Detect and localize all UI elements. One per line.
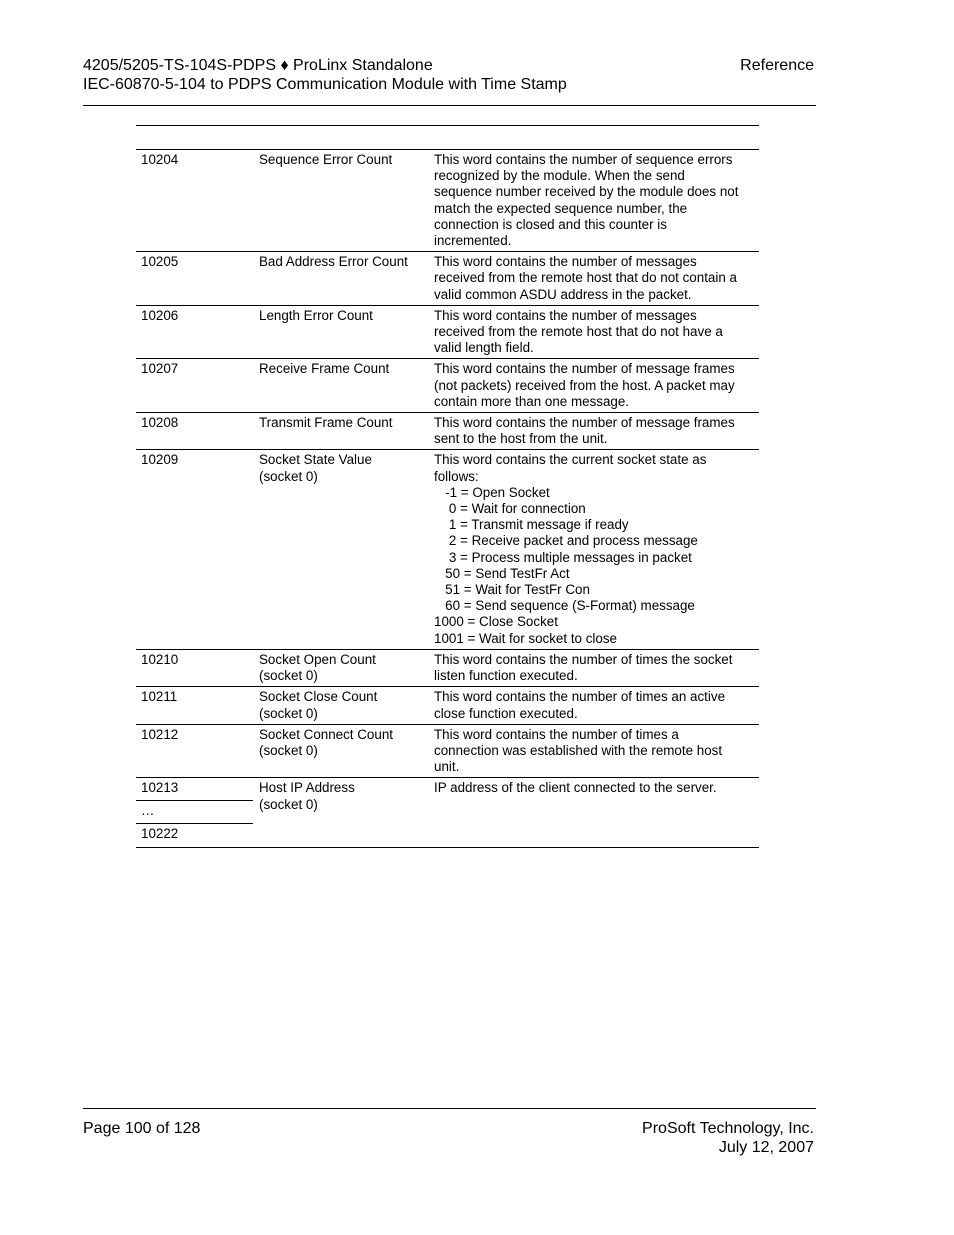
register-description (431, 413, 759, 449)
register-name (253, 413, 431, 449)
table-row (136, 251, 759, 305)
register-address: … (136, 801, 253, 824)
table-row (136, 149, 759, 251)
table-row (136, 412, 759, 449)
register-name-line: Receive Frame Count (259, 361, 390, 377)
register-address: 10211 (141, 689, 178, 705)
register-table (136, 149, 759, 848)
register-name (253, 150, 431, 251)
register-name-line: Host IP Address (259, 780, 355, 796)
register-description-line: This word contains the number of times the socket (434, 651, 733, 667)
table-row (136, 358, 759, 412)
register-description-line: This word contains the current socket state as (434, 452, 707, 468)
register-name-line: Socket Close Count (259, 689, 378, 705)
register-description (431, 725, 759, 778)
register-name-line: Socket State Value (259, 452, 372, 468)
register-description-line: 1001 = Wait for socket to close (434, 630, 617, 646)
register-description-line: valid common ASDU address in the packet. (434, 286, 692, 302)
register-address: 10210 (141, 651, 179, 667)
table-row (136, 724, 759, 778)
register-name (253, 650, 431, 686)
register-name-line: Socket Connect Count (259, 726, 393, 742)
register-name-line: (socket 0) (259, 705, 318, 721)
register-description-line: received from the remote host that do not contain a (434, 270, 737, 286)
register-description-line: This word contains the number of message frames (434, 415, 735, 431)
register-description-line: close function executed. (434, 705, 578, 721)
register-description-line: 2 = Receive packet and process message (434, 533, 698, 549)
register-description-line: recognized by the module. When the send (434, 168, 685, 184)
register-address: 10206 (141, 307, 179, 323)
register-description (431, 450, 759, 648)
register-address: 10205 (141, 254, 179, 270)
register-description-line: This word contains the number of times a (434, 726, 679, 742)
page-number: Page 100 of 128 (83, 1120, 201, 1137)
table-row (136, 305, 759, 359)
register-description-line: received from the remote host that do not have a (434, 324, 723, 340)
register-address: 10213 (136, 778, 253, 801)
register-description (431, 359, 759, 412)
register-name (253, 359, 431, 412)
register-name (253, 687, 431, 723)
register-description-line: unit. (434, 759, 460, 775)
register-address-range (136, 778, 253, 847)
page-header (83, 56, 814, 94)
register-address: 10208 (141, 415, 179, 431)
register-name (253, 778, 431, 847)
register-description-line: follows: (434, 468, 479, 484)
register-name-line: Bad Address Error Count (259, 254, 408, 270)
register-description-line: match the expected sequence number, the (434, 200, 688, 216)
register-address: 10207 (141, 361, 179, 377)
register-name-line: Length Error Count (259, 307, 373, 323)
page-footer (83, 1119, 814, 1157)
register-name (253, 252, 431, 305)
register-name (253, 725, 431, 778)
register-description-line: 51 = Wait for TestFr Con (434, 582, 590, 598)
register-description-line: 0 = Wait for connection (434, 501, 586, 517)
header-divider (83, 105, 816, 106)
register-description-line: This word contains the number of messages (434, 254, 697, 270)
register-name-line: (socket 0) (259, 468, 318, 484)
register-description-line: This word contains the number of message frames (434, 361, 735, 377)
table-row (136, 686, 759, 723)
document-date: July 12, 2007 (718, 1139, 814, 1156)
document-title-line2: IEC-60870-5-104 to PDPS Communication Module with Time Stamp (83, 76, 567, 93)
register-description-line: IP address of the client connected to the server. (434, 780, 717, 796)
register-description-line: This word contains the number of sequence errors (434, 152, 733, 167)
register-description-line: 50 = Send TestFr Act (434, 565, 570, 581)
register-description-line: sent to the host from the unit. (434, 431, 608, 447)
register-name-line: (socket 0) (259, 668, 318, 684)
register-description (431, 687, 759, 723)
register-description (431, 150, 759, 251)
register-description-line: incremented. (434, 233, 512, 249)
register-description-line: 60 = Send sequence (S-Format) message (434, 598, 695, 614)
section-label: Reference (740, 57, 814, 74)
register-description (431, 306, 759, 359)
register-address: 10212 (141, 726, 179, 742)
register-description (431, 650, 759, 686)
register-description-line: connection is closed and this counter is (434, 216, 667, 232)
register-description-line: 3 = Process multiple messages in packet (434, 549, 692, 565)
register-name-line: Transmit Frame Count (259, 415, 393, 431)
document-title-line1: 4205/5205-TS-104S-PDPS ♦ ProLinx Standalone (83, 57, 433, 74)
register-name-line: Sequence Error Count (259, 152, 393, 167)
register-name (253, 450, 431, 648)
register-description-line: 1000 = Close Socket (434, 614, 558, 630)
register-name-line: Socket Open Count (259, 651, 376, 667)
footer-divider (83, 1108, 816, 1109)
register-description-line: contain more than one message. (434, 393, 630, 409)
register-address: 10209 (141, 452, 179, 468)
register-description-line: This word contains the number of messages (434, 307, 697, 323)
register-description-line: This word contains the number of times an active (434, 689, 726, 705)
register-description-line: connection was established with the remote host (434, 742, 723, 758)
register-name-line: (socket 0) (259, 796, 318, 812)
register-description-line: valid length field. (434, 340, 534, 356)
table-top-divider (136, 125, 759, 126)
company-name: ProSoft Technology, Inc. (642, 1120, 814, 1137)
register-name-line: (socket 0) (259, 742, 318, 758)
register-description-line: listen function executed. (434, 668, 578, 684)
register-description-line: -1 = Open Socket (434, 484, 550, 500)
register-address: 10222 (141, 826, 179, 842)
register-description (431, 778, 759, 847)
register-address: 10204 (141, 152, 179, 167)
register-description-line: 1 = Transmit message if ready (434, 517, 629, 533)
register-description-line: (not packets) received from the host. A packet may (434, 377, 735, 393)
table-row (136, 649, 759, 686)
table-row (136, 449, 759, 648)
register-description (431, 252, 759, 305)
table-row (136, 777, 759, 848)
register-description-line: sequence number received by the module does not (434, 184, 739, 200)
register-name (253, 306, 431, 359)
